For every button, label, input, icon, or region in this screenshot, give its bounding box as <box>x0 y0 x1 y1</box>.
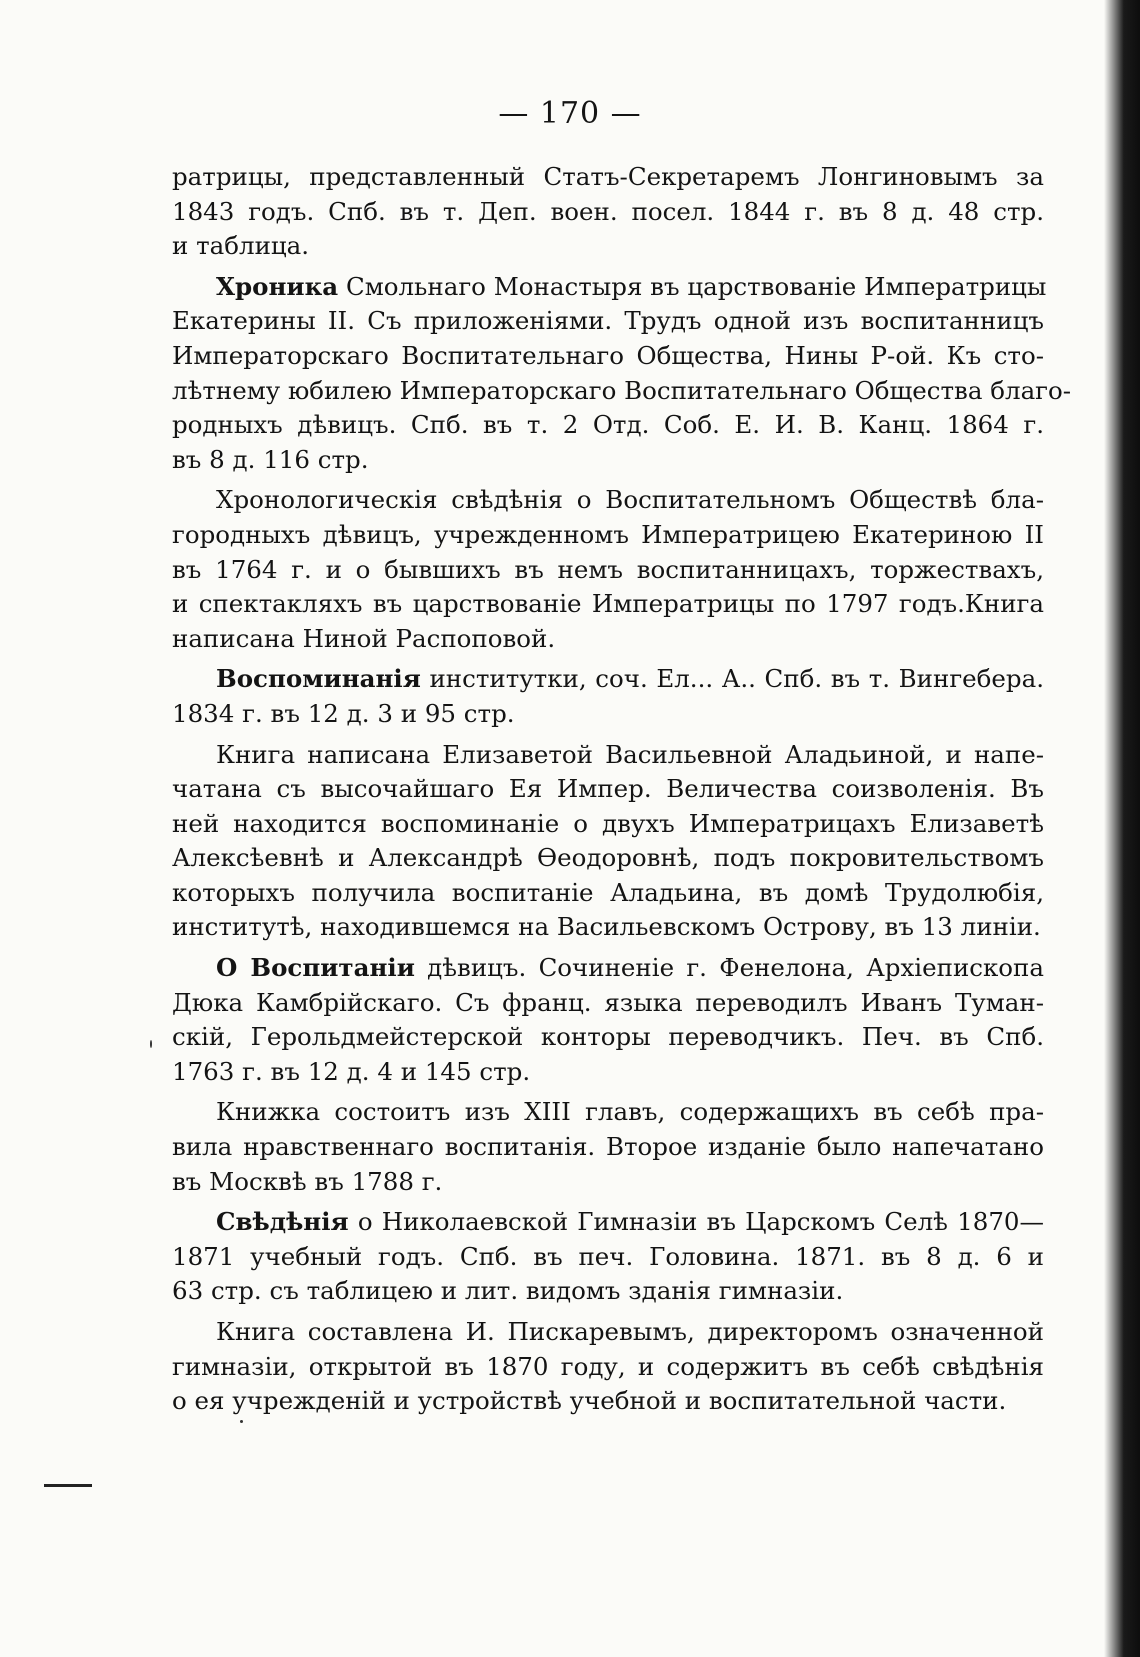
text-line: и спектакляхъ въ царствованіе Императрицы по 1797 годъ.Книга <box>172 589 1044 619</box>
text-line: Екатерины II. Съ приложеніями. Трудъ одной изъ воспитанницъ <box>172 306 1044 336</box>
paragraph-1-continuation <box>172 160 1044 264</box>
text-line: о ея учрежденій и устройствѣ учебной и воспитательной части. <box>172 1386 1007 1416</box>
paragraph-aladina <box>172 738 1044 946</box>
bottom-rule <box>44 1484 92 1487</box>
entry-khronika <box>172 270 1072 478</box>
entry-svedeniya <box>172 1205 1044 1309</box>
text-line: 1834 г. въ 12 д. 3 и 95 стр. <box>172 698 515 728</box>
entry-heading: О Воспитаніи <box>216 953 415 983</box>
scan-edge-shadow <box>1104 0 1140 1657</box>
text-line: которыхъ получила воспитаніе Аладьина, въ домѣ Трудолюбія, <box>172 877 1044 907</box>
text-line: Алексѣевнѣ и Александрѣ Өеодоровнѣ, подъ покровительствомъ <box>172 843 1044 873</box>
text-line: Хронологическія свѣдѣнія о Воспитательномъ Обществѣ бла- <box>216 485 1044 515</box>
scan-speck <box>150 1040 152 1048</box>
paragraph-chronology <box>172 483 1044 656</box>
text-line: О Воспитаніи дѣвицъ. Сочиненіе г. Фенелона, Архіепископа <box>216 953 1044 983</box>
text-line: чатана съ высочайшаго Ея Импер. Величества соизволенія. Въ <box>172 774 1044 804</box>
text-line: въ Москвѣ въ 1788 г. <box>172 1166 443 1196</box>
text-line: 1763 г. въ 12 д. 4 и 145 стр. <box>172 1056 531 1086</box>
text-line: институтѣ, находившемся на Васильевскомъ Острову, въ 13 линіи. <box>172 912 1041 942</box>
text-line: въ 8 д. 116 стр. <box>172 444 369 474</box>
paragraph-knizhka <box>172 1095 1044 1199</box>
text-line: Книга составлена И. Пискаревымъ, директоромъ означенной <box>216 1317 1044 1346</box>
text-line: написана Ниной Распоповой. <box>172 623 556 653</box>
paragraph-piskarev <box>172 1315 1044 1419</box>
text-line: Воспоминанія институтки, соч. Ел... А.. Спб. въ т. Вингебера. <box>216 664 1044 694</box>
text-line: вила нравственнаго воспитанія. Второе изданіе было напечатано <box>172 1132 1044 1162</box>
entry-heading: Хроника <box>216 271 339 301</box>
text-line: скій, Герольдмейстерской конторы переводчикъ. Печ. въ Спб. <box>172 1022 1044 1052</box>
page-number: — 170 — <box>498 96 642 131</box>
text-line: гимназіи, открытой въ 1870 году, и содержитъ въ себѣ свѣдѣнія <box>172 1351 1044 1381</box>
body-text <box>172 160 1072 1425</box>
entry-vospominaniya <box>172 662 1044 731</box>
text-line: Свѣдѣнія о Николаевской Гимназіи въ Царскомъ Селѣ 1870— <box>216 1207 1044 1237</box>
text-line: Книга написана Елизаветой Васильевной Аладьиной, и напе- <box>216 739 1044 769</box>
entry-heading: Свѣдѣнія <box>216 1207 349 1237</box>
text-line: Хроника Смольнаго Монастыря въ царствованіе Императрицы <box>216 271 1047 301</box>
text-line: Императорскаго Воспитательнаго Общества, Нины Р-ой. Къ сто- <box>172 340 1044 370</box>
text-line: ней находится воспоминаніе о двухъ Императрицахъ Елизаветѣ <box>172 808 1044 838</box>
text-line: 1871 учебный годъ. Спб. въ печ. Головина. 1871. въ 8 д. 6 и <box>172 1241 1044 1271</box>
text-line: и таблица. <box>172 231 310 261</box>
text-line: Дюка Камбрійскаго. Съ франц. языка переводилъ Иванъ Туман- <box>172 987 1044 1017</box>
text-line: городныхъ дѣвицъ, учрежденномъ Императрицею Екатериною II <box>172 519 1044 549</box>
scan-speck <box>240 1420 243 1423</box>
text-line: 1843 годъ. Спб. въ т. Деп. воен. посел. 1844 г. въ 8 д. 48 стр. <box>172 196 1044 226</box>
text-line: Книжка состоитъ изъ XIII главъ, содержащихъ въ себѣ пра- <box>216 1097 1044 1127</box>
text-line: лѣтнему юбилею Императорскаго Воспитательнаго Общества благо- <box>172 375 1072 405</box>
entry-o-vospitanii <box>172 951 1044 1089</box>
text-line: родныхъ дѣвицъ. Спб. въ т. 2 Отд. Соб. Е. И. В. Канц. 1864 г. <box>172 410 1044 440</box>
text-line: 63 стр. съ таблицею и лит. видомъ зданія гимназіи. <box>172 1276 844 1306</box>
text-line: ратрицы, представленный Статъ-Секретаремъ Лонгиновымъ за <box>172 162 1044 191</box>
entry-heading: Воспоминанія <box>216 664 421 694</box>
text-line: въ 1764 г. и о бывшихъ въ немъ воспитанницахъ, торжествахъ, <box>172 554 1044 584</box>
